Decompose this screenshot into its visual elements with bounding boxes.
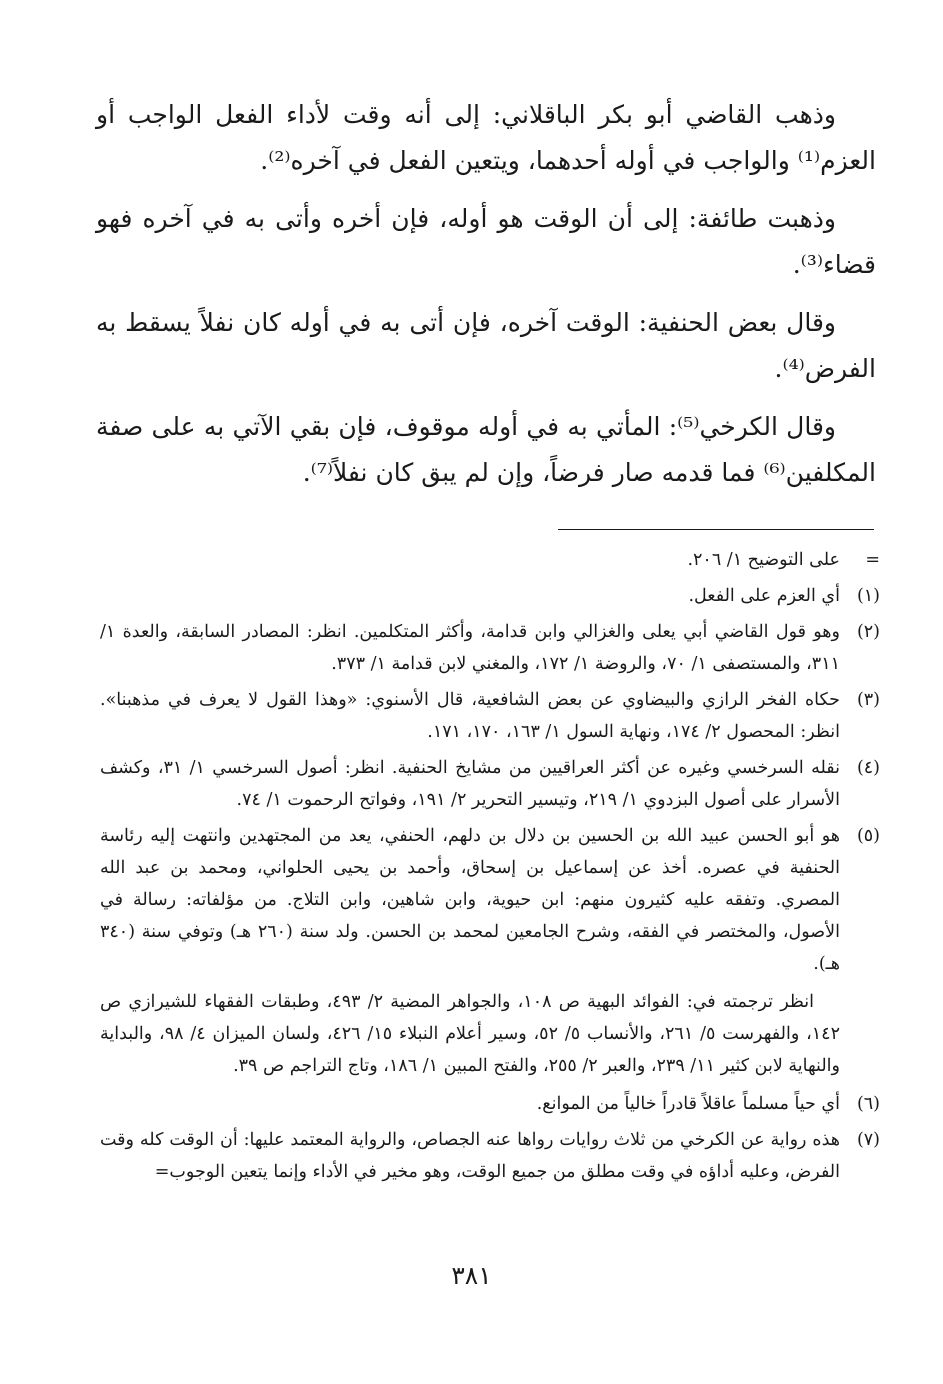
footnote-6 xyxy=(100,1088,880,1120)
footnote-number: (٣) xyxy=(856,690,880,710)
footnote-text: نقله السرخسي وغيره عن أكثر العراقيين من مشايخ الحنفية. انظر: أصول السرخسي ١/ ٣١، وكشف الأسرار على أصول البزدوي ١/ ٢١٩، وتيسير التحرير ٢/ ١٩١، وفواتح الرحموت ١/ ٧٤. xyxy=(100,758,840,810)
paragraph-taifa: وذهبت طائفة: إلى أن الوقت هو أوله، فإن أخره وأتى به في آخره فهو قضاء⁽³⁾. xyxy=(96,204,876,279)
footnote-4 xyxy=(100,752,880,816)
paragraph-karkhi: وقال الكرخي⁽⁵⁾: المأتي به في أوله موقوف، فإن بقي الآتي به على صفة المكلفين⁽⁶⁾ فما قدمه صار فرضاً، وإن لم يبق كان نفلاً⁽⁷⁾. xyxy=(96,412,876,487)
footnote-text: هذه رواية عن الكرخي من ثلاث روايات رواها عنه الجصاص، والرواية المعتمد عليها: أن الوقت كله وقت الفرض، وعليه أداؤه في وقت مطلق من جميع الوقت، وهو مخير في الأداء وإنما يتعين الوجوب= xyxy=(100,1130,840,1182)
footnote-number: (٦) xyxy=(856,1094,880,1114)
footnote-text: أي العزم على الفعل. xyxy=(688,586,840,606)
main-text xyxy=(96,92,876,508)
footnote-1 xyxy=(100,580,880,612)
footnote-number: (٤) xyxy=(856,758,880,778)
footnotes xyxy=(100,544,880,1192)
footnote-2 xyxy=(100,616,880,680)
footnote-text: وهو قول القاضي أبي يعلى والغزالي وابن قدامة، وأكثر المتكلمين. انظر: المصادر السابقة، والعدة ١/ ٣١١، والمستصفى ١/ ٧٠، والروضة ١/ ١٧٢، والمغني لابن قدامة ١/ ٣٧٣. xyxy=(100,622,840,674)
footnote-text: هو أبو الحسن عبيد الله بن الحسين بن دلال بن دلهم، الحنفي، يعد من المجتهدين وانتهت إليه رئاسة الحنفية في عصره. أخذ عن إسماعيل بن إسحاق، وأحمد بن يحيى الحلواني، ومحمد بن عبد الله المصري. وتفقه عليه كثيرون منهم: ابن حيوية، وابن شاهين، وابن التلاج. من مؤلفاته: رسالة في الأصول، والمختصر في الفقه، وشرح الجامعين لمحمد بن الحسن. ولد سنة (٢٦٠ هـ) وتوفي سنة (٣٤٠ هـ). xyxy=(100,826,840,974)
footnote-3 xyxy=(100,684,880,748)
paragraph-baqillani: وذهب القاضي أبو بكر الباقلاني: إلى أنه وقت لأداء الفعل الواجب أو العزم⁽¹⁾ والواجب في أوله أحدهما، ويتعين الفعل في آخره⁽²⁾. xyxy=(96,100,876,175)
footnote-continuation xyxy=(100,544,880,576)
footnote-5 xyxy=(100,820,880,980)
continuation-text: على التوضيح ١/ ٢٠٦. xyxy=(687,550,840,570)
continuation-marker: = xyxy=(865,550,880,570)
footnote-number: (٥) xyxy=(856,826,880,846)
footnote-text: أي حياً مسلماً عاقلاً قادراً خالياً من الموانع. xyxy=(536,1094,840,1114)
page-number: ٣٨١ xyxy=(451,1261,492,1290)
footnote-number: (٢) xyxy=(856,622,880,642)
footnote-5-sources: انظر ترجمته في: الفوائد البهية ص ١٠٨، والجواهر المضية ٢/ ٤٩٣، وطبقات الفقهاء للشيرازي ص ١٤٢، والفهرست ٥/ ٢٦١، والأنساب ٥/ ٥٢، وسير أعلام النبلاء ١٥/ ٤٢٦، ولسان الميزان ٤/ ٩٨، والبداية والنهاية لابن كثير ١١/ ٢٣٩، والعبر ٢/ ٢٥٥، والفتح المبين ١/ ١٨٦، وتاج التراجم ص ٣٩. xyxy=(100,992,840,1076)
footnote-number: (١) xyxy=(856,586,880,606)
footnote-text: حكاه الفخر الرازي والبيضاوي عن بعض الشافعية، قال الأسنوي: «وهذا القول لا يعرف في مذهبنا». انظر: المحصول ٢/ ١٧٤، ونهاية السول ١/ ١٦٣، ١٧٠، ١٧١. xyxy=(100,690,840,742)
paragraph-hanafiyya: وقال بعض الحنفية: الوقت آخره، فإن أتى به في أوله كان نفلاً يسقط به الفرض⁽⁴⁾. xyxy=(96,308,876,383)
footnote-separator xyxy=(558,529,874,530)
footnote-7 xyxy=(100,1124,880,1188)
footnote-number: (٧) xyxy=(856,1130,880,1150)
